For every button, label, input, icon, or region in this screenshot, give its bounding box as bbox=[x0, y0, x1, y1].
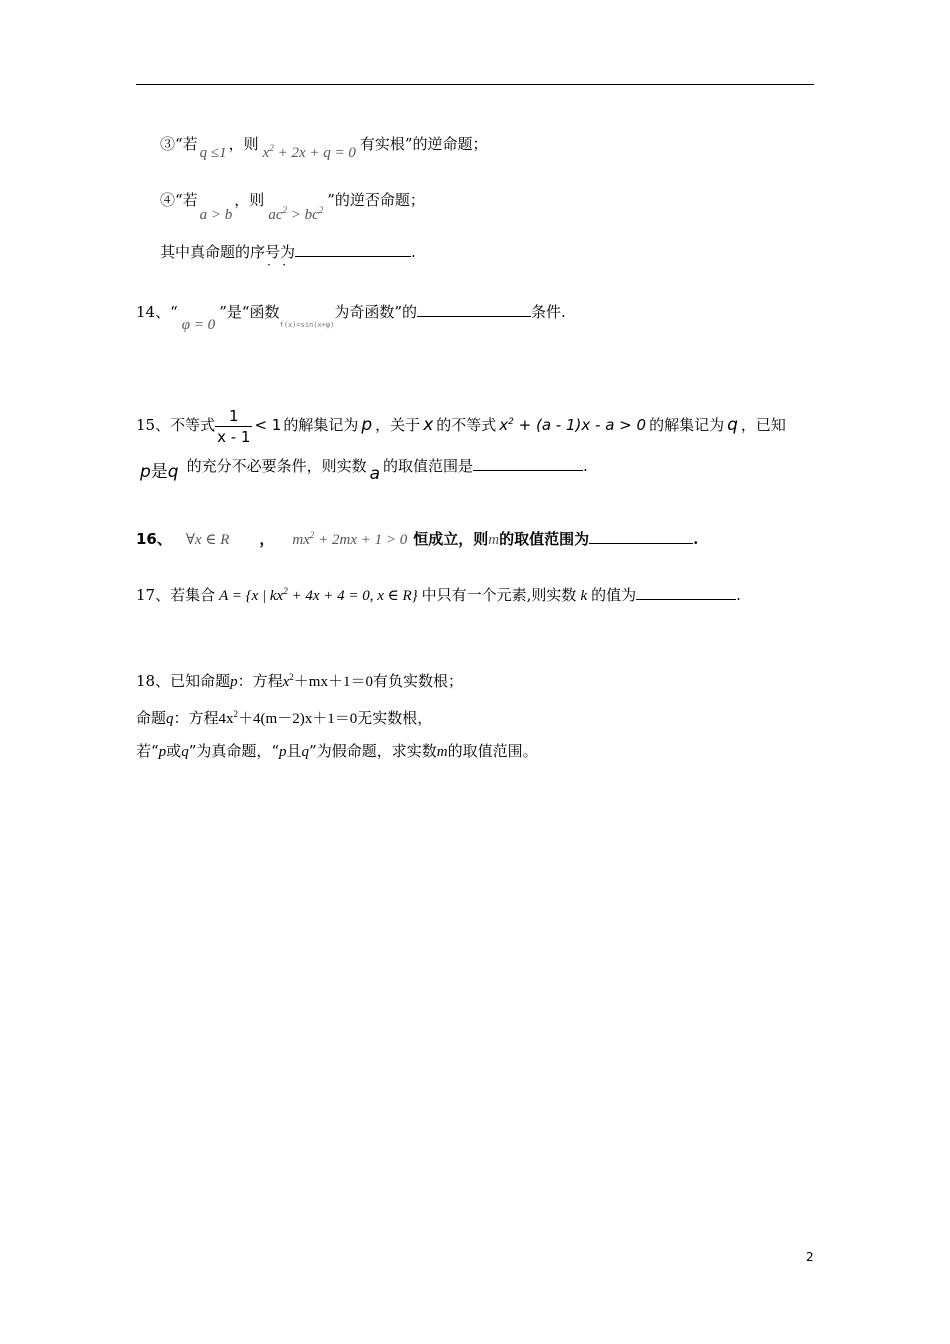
q17-set-b: + 4x + 4 = 0, x ∈ R} bbox=[287, 588, 418, 604]
q14-condition: φ = 0 bbox=[181, 317, 216, 333]
q15-number: 15、不等式 bbox=[136, 416, 216, 434]
q14-number: 14、“ bbox=[136, 303, 178, 321]
page-number: 2 bbox=[806, 1250, 814, 1264]
q15-q: q bbox=[727, 415, 738, 435]
q16-ineq-b: + 2mx + 1 > 0 bbox=[314, 532, 408, 548]
q18-line3-e: ”为假命题，求实数 bbox=[309, 742, 437, 760]
q15-line2-p: p bbox=[140, 462, 151, 482]
true-propositions-line bbox=[160, 242, 416, 262]
q16-forall: ∀x ∈ R bbox=[185, 532, 230, 548]
q17-number: 17、若集合 bbox=[136, 586, 216, 604]
q16-m: m bbox=[488, 532, 500, 548]
q14-function-formula: f(x)=sin(x+φ) bbox=[279, 321, 335, 329]
true-propositions-text: 其中真命题的序号为 bbox=[160, 243, 296, 261]
q15-x: x bbox=[423, 415, 434, 435]
q18-line1-eq-b: ＋mx＋1＝0 bbox=[293, 674, 373, 690]
true-propositions-end: . bbox=[411, 243, 416, 261]
item-4 bbox=[160, 186, 425, 223]
question-16 bbox=[136, 525, 698, 550]
item-4-ineq-sup1: 2 bbox=[282, 205, 287, 215]
q15-fraction-denominator: x - 1 bbox=[217, 427, 251, 446]
q15-p: p bbox=[361, 415, 373, 435]
q18-line1-c: 有负实数根； bbox=[372, 672, 463, 690]
item-4-ineq-sup2: 2 bbox=[318, 205, 324, 215]
question-17 bbox=[136, 581, 741, 606]
item-3 bbox=[160, 130, 488, 161]
q15-ineq-a: x bbox=[499, 416, 509, 434]
q18-line1-eq-a: x bbox=[282, 674, 290, 690]
q17-text-b: 的值为 bbox=[591, 586, 637, 604]
q15-ineq-b: + (a - 1)x - a > 0 bbox=[513, 416, 647, 434]
q15-inequality bbox=[499, 416, 646, 434]
q18-line3-b: 或 bbox=[166, 742, 182, 760]
q16-text-a: 恒成立，则 bbox=[413, 530, 489, 548]
q15-less-than: < 1 bbox=[254, 416, 282, 434]
q16-inequality bbox=[292, 532, 407, 548]
q18-line1-equation bbox=[283, 674, 373, 690]
item-4-suffix: ”的逆否命题； bbox=[327, 191, 425, 209]
answer-blank-15[interactable] bbox=[473, 456, 583, 471]
item-3-condition: q ≤1 bbox=[199, 145, 227, 161]
item-3-eq-a: x bbox=[262, 145, 270, 161]
item-4-ineq-a: ac bbox=[268, 207, 283, 223]
answer-blank-16[interactable] bbox=[589, 529, 693, 544]
q15-text-d: 的解集记为 bbox=[649, 416, 725, 434]
header-rule bbox=[136, 84, 814, 85]
q17-end: . bbox=[736, 586, 741, 604]
q14-end: 条件. bbox=[531, 303, 566, 321]
item-3-comma: ，则 bbox=[228, 135, 259, 153]
q18-line2-equation bbox=[219, 711, 358, 727]
q18-line3-p2: p bbox=[279, 744, 287, 760]
q15-text-c: 的不等式 bbox=[436, 416, 497, 434]
question-15-line-1 bbox=[136, 400, 786, 447]
question-15-line-2 bbox=[140, 456, 588, 484]
q17-text-a: 中只有一个元素,则实数 bbox=[421, 586, 577, 604]
item-3-equation bbox=[263, 145, 356, 161]
question-14 bbox=[136, 302, 566, 333]
q15-line2-shi: 是 bbox=[150, 462, 168, 482]
q18-line2-c: 无实数根， bbox=[357, 709, 433, 727]
q16-ineq-sup: 2 bbox=[309, 530, 315, 540]
q15-fraction bbox=[215, 406, 252, 447]
q14-text-a: ”是“函数 bbox=[219, 303, 280, 321]
q18-line3-c: ”为真命题，“ bbox=[188, 742, 280, 760]
q18-line2-eq-a: 4x bbox=[218, 711, 234, 727]
q18-line3-q2: q bbox=[301, 744, 310, 760]
q15-line2-q: q bbox=[167, 462, 179, 482]
item-4-ineq-mid: > bc bbox=[286, 207, 319, 223]
q15-ineq-sup: 2 bbox=[508, 417, 514, 427]
q16-number: 16、 bbox=[136, 530, 172, 548]
q15-text-e: ，已知 bbox=[740, 416, 786, 434]
q18-line3-p: p bbox=[158, 744, 167, 760]
item-4-prefix: ④“若 bbox=[160, 191, 198, 209]
q18-line3-d: 且 bbox=[286, 742, 302, 760]
q17-set-sup: 2 bbox=[283, 586, 288, 596]
answer-blank-13[interactable] bbox=[295, 242, 411, 257]
q14-text-b: 为奇函数”的 bbox=[334, 303, 417, 321]
q18-line1-p: p bbox=[230, 674, 238, 690]
q18-line1-a: 18、已知命题 bbox=[136, 672, 231, 690]
question-18-line-1 bbox=[136, 667, 463, 692]
q18-line3-a: 若“ bbox=[136, 742, 159, 760]
answer-blank-14[interactable] bbox=[417, 302, 531, 317]
item-3-suffix: 有实根”的逆命题； bbox=[359, 135, 488, 153]
q15-fraction-numerator: 1 bbox=[229, 406, 239, 425]
q18-line3-f: 的取值范围。 bbox=[447, 742, 538, 760]
item-3-eq-b: + 2x + q = 0 bbox=[273, 145, 356, 161]
answer-blank-17[interactable] bbox=[636, 585, 736, 600]
question-18-line-3 bbox=[136, 741, 538, 762]
q15-text-b: ，关于 bbox=[375, 416, 421, 434]
question-18-line-2 bbox=[136, 704, 432, 729]
q16-end: . bbox=[693, 530, 699, 548]
q16-comma: ， bbox=[259, 530, 275, 548]
q18-line3-m: m bbox=[436, 744, 448, 760]
item-4-condition: a > b bbox=[199, 207, 233, 223]
q18-line1-eq-sup: 2 bbox=[289, 672, 294, 682]
q15-line2-range-text: 的取值范围是 bbox=[383, 457, 474, 475]
q17-set bbox=[219, 588, 418, 604]
item-4-inequality bbox=[268, 207, 323, 223]
item-4-comma: ，则 bbox=[234, 191, 265, 209]
q18-line2-q: q bbox=[166, 711, 174, 727]
q18-line3-q: q bbox=[181, 744, 189, 760]
q18-line2-b: ：方程 bbox=[173, 709, 219, 727]
q15-text-a: 的解集记为 bbox=[283, 416, 359, 434]
item-3-eq-sup: 2 bbox=[269, 143, 274, 153]
item-3-prefix: ③“若 bbox=[160, 135, 198, 153]
q17-k: k bbox=[580, 588, 588, 604]
q16-text-b: 的取值范围为 bbox=[499, 530, 590, 548]
emphasis-dots: · · bbox=[267, 258, 287, 272]
q15-a: a bbox=[369, 464, 381, 484]
q16-ineq-a: mx bbox=[292, 532, 310, 548]
q17-set-a: A = {x | kx bbox=[219, 588, 284, 604]
q18-line2-a: 命题 bbox=[136, 709, 167, 727]
q18-line1-b: ：方程 bbox=[237, 672, 283, 690]
q18-line2-eq-sup: 2 bbox=[233, 709, 239, 719]
q18-line2-eq-b: ＋4(m－2)x＋1＝0 bbox=[238, 711, 358, 727]
q15-line2-text: 的充分不必要条件，则实数 bbox=[186, 457, 367, 475]
q15-end: . bbox=[583, 457, 588, 475]
